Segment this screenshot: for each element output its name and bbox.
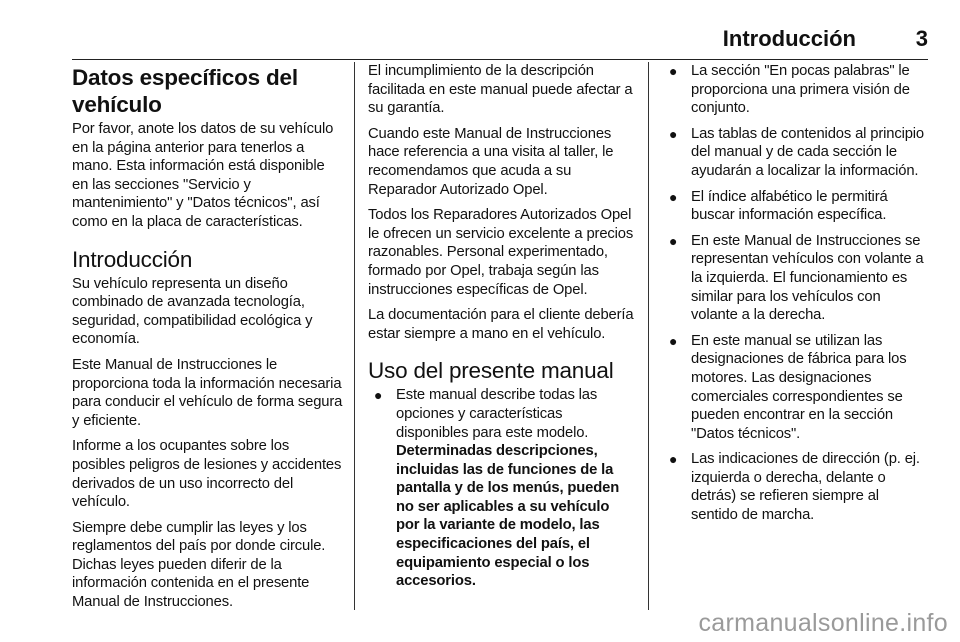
list-item xyxy=(663,332,925,444)
bullet-list xyxy=(663,62,925,525)
bullet-icon: ● xyxy=(669,125,678,142)
paragraph: Informe a los ocupantes sobre los posibles peligros de lesiones y accidentes derivados de un uso incorrecto del vehículo. xyxy=(72,438,342,511)
bullet-icon: ● xyxy=(669,188,678,205)
header-title: Introducción xyxy=(722,26,856,51)
bullet-icon: ● xyxy=(669,232,678,249)
list-item xyxy=(663,62,925,118)
page-number: 3 xyxy=(915,26,928,51)
bullet-icon: ● xyxy=(669,332,678,349)
list-item xyxy=(663,232,925,325)
paragraph: Este Manual de Instrucciones le proporciona toda la información necesaria para conducir el vehículo de forma segura y eficiente. xyxy=(72,356,343,429)
bullet-icon: ● xyxy=(669,63,678,79)
list-item xyxy=(663,125,925,181)
section-heading: Uso del presente manual xyxy=(368,358,614,384)
bullet-list xyxy=(368,386,634,591)
watermark: carmanualsonline.info xyxy=(698,609,948,637)
list-item-text: En este manual se utilizan las designaciones de fábrica para los motores. Las designaciones comerciales correspondientes se pueden encontrar en la sección "Datos técnicos". xyxy=(691,332,907,442)
list-item-text: En este Manual de Instrucciones se representan vehículos con volante a la izquierda. El funcionamiento es similar para los vehículos con volante a la derecha. xyxy=(691,232,924,324)
list-item-text: El índice alfabético le permitirá buscar información específica. xyxy=(691,188,888,224)
paragraph: La documentación para el cliente debería estar siempre a mano en el vehículo. xyxy=(368,307,634,342)
bullet-icon: ● xyxy=(374,387,383,404)
page-header xyxy=(72,26,928,58)
header-rule xyxy=(72,59,928,60)
column-divider xyxy=(354,62,355,610)
paragraph: Por favor, anote los datos de su vehículo en la página anterior para tenerlos a mano. Esta información está disponible en las secciones "Servicio y mantenimiento" y "Datos técnicos", así como en la placa de características. xyxy=(72,121,334,230)
list-item-text: La sección "En pocas palabras" le proporciona una primera visión de conjunto. xyxy=(691,63,910,117)
list-item xyxy=(663,188,925,225)
list-item xyxy=(368,386,634,591)
paragraph: Su vehículo representa un diseño combinado de avanzada tecnología, seguridad, compatibilidad ecológica y economía. xyxy=(72,275,313,348)
list-item-bold-text: Determinadas descripciones, incluidas las de funciones de la pantalla y de los menús, pueden no ser aplicables a su vehículo por la variante de modelo, las especificaciones del país, el equipamiento especial o los accesorios. xyxy=(396,443,620,590)
column-divider xyxy=(648,62,649,610)
paragraph: El incumplimiento de la descripción facilitada en este manual puede afectar a su garantía. xyxy=(368,63,633,117)
paragraph: Todos los Reparadores Autorizados Opel le ofrecen un servicio excelente a precios razonables. Personal experimentado, formado por Opel, trabaja según las instrucciones específicas de Opel. xyxy=(368,207,634,298)
paragraph: Siempre debe cumplir las leyes y los reglamentos del país por donde circule. Dichas leyes pueden diferir de la información contenida en el presente Manual de Instrucciones. xyxy=(72,519,326,611)
paragraph: Cuando este Manual de Instrucciones hace referencia a una visita al taller, le recomendamos que acuda a su Reparador Autorizado Opel. xyxy=(368,125,614,198)
section-heading: Datos específicos del vehículo xyxy=(72,65,298,117)
bullet-icon: ● xyxy=(669,451,678,468)
column-middle xyxy=(368,62,634,598)
section-heading: Introducción xyxy=(72,246,193,272)
list-item-text: Las indicaciones de dirección (p. ej. izquierda o derecha, delante o detrás) se refieren siempre al sentido de marcha. xyxy=(691,451,920,524)
column-left xyxy=(72,62,344,619)
list-item-text: Este manual describe todas las opciones y características disponibles para este modelo. xyxy=(396,387,598,441)
list-item-text: Las tablas de contenidos al principio del manual y de cada sección le ayudarán a localizar la información. xyxy=(691,125,924,179)
column-right xyxy=(663,62,925,532)
list-item xyxy=(663,450,925,524)
